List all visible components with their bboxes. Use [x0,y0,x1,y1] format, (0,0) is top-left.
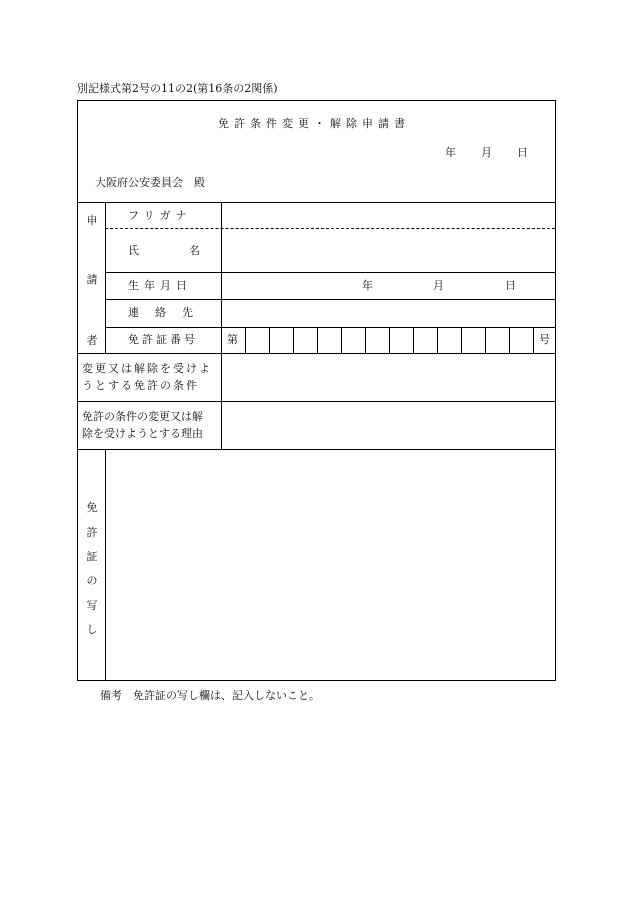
license-number-field[interactable] [245,328,533,353]
form-number-label: 別記様式第2号の11の2(第16条の2関係) [77,82,278,95]
license-copy-area [106,450,555,680]
copy-label-1: 免 [86,501,98,514]
license-number-label: 免許証番号 [128,333,198,346]
date-year-label: 年 [445,146,456,159]
addressee: 大阪府公安委員会 殿 [95,176,205,189]
furigana-field[interactable] [221,203,555,228]
application-form [77,100,556,681]
license-box-line [533,327,534,353]
conditions-label-line1: 変更又は解除を受けよ [82,362,212,375]
applicant-label-3: 者 [86,334,98,347]
birthdate-field[interactable] [221,273,555,299]
copy-label-6: し [86,623,98,636]
birthdate-label: 生年月日 [128,279,192,292]
copy-label-2: 許 [86,526,98,539]
birth-month-label: 月 [433,279,444,292]
license-suffix: 号 [539,333,550,346]
copy-label-3: 証 [86,550,98,563]
contact-label: 連絡先 [128,306,209,319]
name-field[interactable] [221,229,555,272]
conditions-field[interactable] [222,354,555,401]
date-month-label: 月 [481,146,492,159]
conditions-label [82,360,212,394]
contact-field[interactable] [221,300,555,327]
reason-label [82,408,203,442]
applicant-label-2: 請 [86,273,98,286]
name-label: 氏 名 [128,244,200,257]
form-title: 免許条件変更・解除申請書 [218,117,410,130]
furigana-label: フリガナ [128,209,192,222]
copy-label-4: の [86,574,98,587]
remark-note: 備考 免許証の写し欄は、記入しないこと。 [100,689,320,702]
applicant-label-1: 申 [86,214,98,227]
date-day-label: 日 [517,146,528,159]
conditions-label-line2: うとする免許の条件 [82,379,199,392]
license-prefix: 第 [227,333,238,346]
reason-label-line2: 除を受けようとする理由 [82,427,203,440]
birth-day-label: 日 [505,279,516,292]
reason-field[interactable] [222,402,555,449]
copy-label-5: 写 [86,599,98,612]
reason-label-line1: 免許の条件の変更又は解 [82,410,203,423]
birth-year-label: 年 [362,279,373,292]
